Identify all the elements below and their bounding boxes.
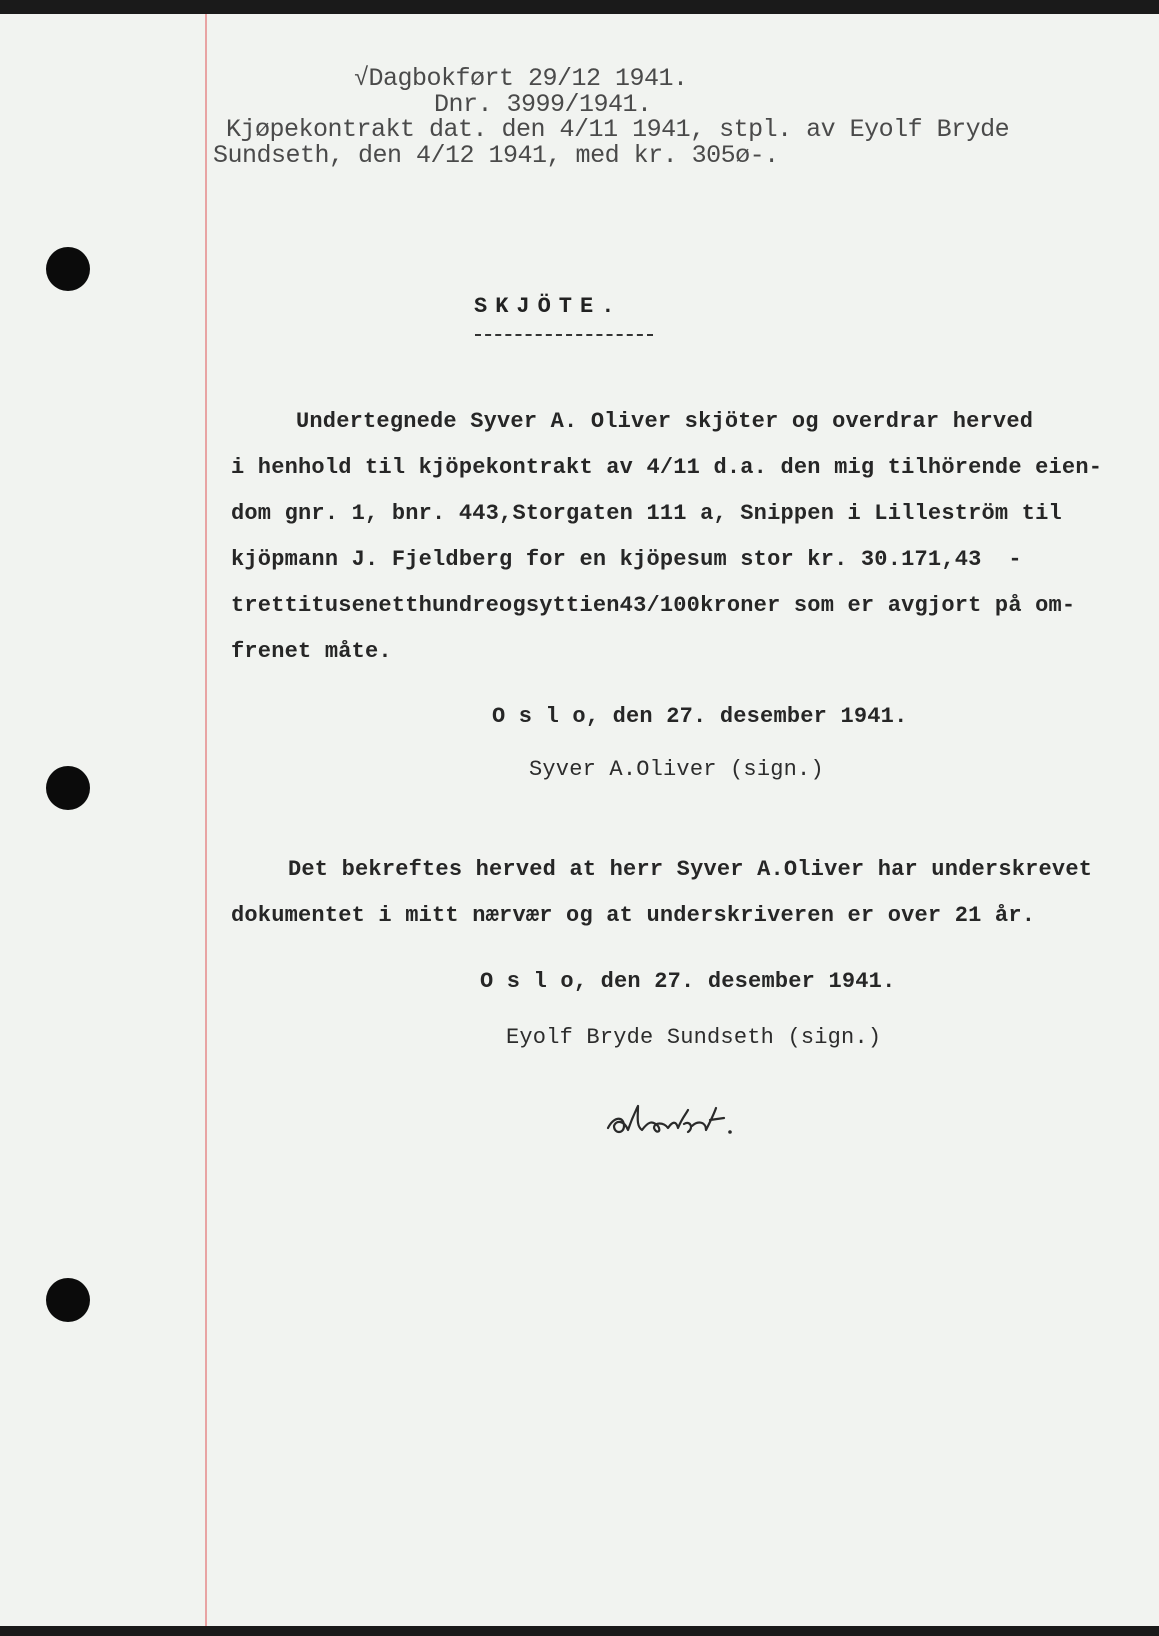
deed-line-6: frenet måte. — [231, 639, 392, 664]
deed-line-3: dom gnr. 1, bnr. 443,Storgaten 111 a, Snippen i Lilleström til — [231, 501, 1062, 526]
title-underline — [475, 334, 653, 336]
punch-hole-bottom — [46, 1278, 90, 1322]
document-title: SKJÖTE. — [474, 294, 623, 319]
punch-hole-top — [46, 247, 90, 291]
deed-signature: Syver A.Oliver (sign.) — [529, 757, 824, 782]
contract-line-2: Sundseth, den 4/12 1941, med kr. 305ø-. — [213, 141, 779, 170]
punch-hole-middle — [46, 766, 90, 810]
attestation-line-2: dokumentet i mitt nærvær og at underskriveren er over 21 år. — [231, 903, 1036, 928]
attestation-line-1: Det bekreftes herved at herr Syver A.Oliver har underskrevet — [288, 857, 1093, 882]
registration-line: √Dagbokført 29/12 1941. — [354, 64, 688, 93]
deed-line-5: trettitusenetthundreogsyttien43/100kroner som er avgjort på om- — [231, 593, 1076, 618]
attestation-signature: Eyolf Bryde Sundseth (sign.) — [506, 1025, 882, 1050]
document-page — [0, 14, 1159, 1626]
deed-line-1: Undertegnede Syver A. Oliver skjöter og overdrar herved — [296, 409, 1034, 434]
handwritten-signature-advokat — [602, 1096, 752, 1146]
deed-line-2: i henhold til kjöpekontrakt av 4/11 d.a. den mig tilhörende eien- — [231, 455, 1103, 480]
margin-line — [205, 14, 207, 1626]
case-number-line: Dnr. 3999/1941. — [434, 90, 652, 119]
deed-line-4: kjöpmann J. Fjeldberg for en kjöpesum stor kr. 30.171,43 - — [231, 547, 1022, 572]
attestation-place-date: O s l o, den 27. desember 1941. — [480, 969, 896, 994]
contract-line-1: Kjøpekontrakt dat. den 4/11 1941, stpl. av Eyolf Bryde — [226, 115, 1010, 144]
deed-place-date: O s l o, den 27. desember 1941. — [492, 704, 908, 729]
